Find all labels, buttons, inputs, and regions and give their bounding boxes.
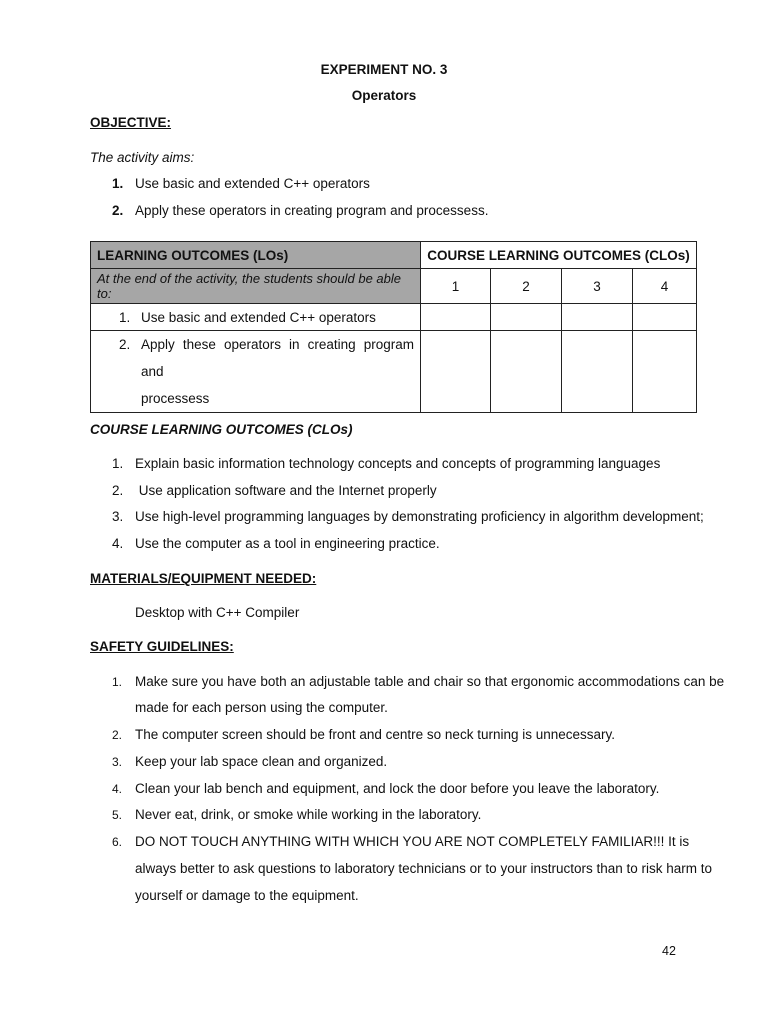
table-row [91,331,697,413]
safety-item-6-line-3: yourself or damage to the equipment. [135,888,359,903]
clo-item-1-text: Explain basic information technology concepts and concepts of programming languages [135,456,661,471]
experiment-title: EXPERIMENT NO. 3 [320,62,448,77]
safety-heading: SAFETY GUIDELINES: [90,639,234,654]
lo-row-2-number: 2. [119,337,131,352]
lo-row-2-text-line-1: Apply these operators in creating program and [141,337,414,379]
table-cell [491,331,562,413]
safety-item-6-number: 6. [112,835,123,849]
page-number: 42 [662,944,676,958]
lo-row-1-text: Use basic and extended C++ operators [141,309,376,325]
table-cell [421,331,491,413]
safety-item-5-text: Never eat, drink, or smoke while working in the laboratory. [135,807,482,822]
table-cell [562,331,633,413]
safety-item-1-line-2: made for each person using the computer. [135,700,388,715]
lo-row-2-cell [91,331,421,413]
lo-header: LEARNING OUTCOMES (LOs) [91,242,421,269]
clo-column-1: 1 [421,269,491,304]
lo-row-1-cell [91,304,421,331]
materials-item: Desktop with C++ Compiler [135,605,300,620]
lo-subheader: At the end of the activity, the students should be able to: [91,269,421,304]
clo-column-4: 4 [633,269,697,304]
lo-row-2-text-line-2: processess [141,391,210,406]
experiment-subtitle: Operators [351,88,417,103]
materials-heading: MATERIALS/EQUIPMENT NEEDED: [90,571,317,586]
safety-item-2-text: The computer screen should be front and centre so neck turning is unnecessary. [135,727,616,742]
objective-intro: The activity aims: [90,150,195,165]
objective-item-1-text: Use basic and extended C++ operators [135,176,370,191]
objective-item-1-number: 1. [112,176,124,191]
lo-row-1-number: 1. [119,309,131,325]
clo-item-4-number: 4. [112,536,124,551]
safety-item-3-text: Keep your lab space clean and organized. [135,754,388,769]
table-cell [491,304,562,331]
clo-item-2-text: Use application software and the Internet properly [135,483,437,498]
safety-item-4-number: 4. [112,782,123,796]
table-cell [633,304,697,331]
clo-item-4-text: Use the computer as a tool in engineering practice. [135,536,440,551]
table-cell [633,331,697,413]
table-cell [421,304,491,331]
safety-item-1-number: 1. [112,675,123,689]
safety-item-3-number: 3. [112,755,123,769]
objective-heading: OBJECTIVE: [90,115,172,130]
clo-item-1-number: 1. [112,456,124,471]
learning-outcomes-table [90,241,697,413]
clo-item-3-number: 3. [112,509,124,524]
objective-item-2-text: Apply these operators in creating program and processess. [135,203,489,218]
safety-item-5-number: 5. [112,808,123,822]
clo-column-3: 3 [562,269,633,304]
safety-item-2-number: 2. [112,728,123,742]
clos-heading: COURSE LEARNING OUTCOMES (CLOs) [90,422,353,437]
safety-item-4-text: Clean your lab bench and equipment, and lock the door before you leave the laboratory. [135,781,660,796]
safety-item-6-line-1: DO NOT TOUCH ANYTHING WITH WHICH YOU ARE NOT COMPLETELY FAMILIAR!!! It is [135,834,690,849]
table-row [91,304,697,331]
safety-item-1-line-1: Make sure you have both an adjustable table and chair so that ergonomic accommodations can be [135,674,725,689]
safety-item-6-line-2: always better to ask questions to laboratory technicians or to your instructors than to risk harm to [135,861,713,876]
clo-item-3-text: Use high-level programming languages by demonstrating proficiency in algorithm development; [135,509,704,524]
clo-header: COURSE LEARNING OUTCOMES (CLOs) [421,242,697,269]
clo-column-2: 2 [491,269,562,304]
objective-item-2-number: 2. [112,203,124,218]
table-cell [562,304,633,331]
clo-item-2-number: 2. [112,483,124,498]
